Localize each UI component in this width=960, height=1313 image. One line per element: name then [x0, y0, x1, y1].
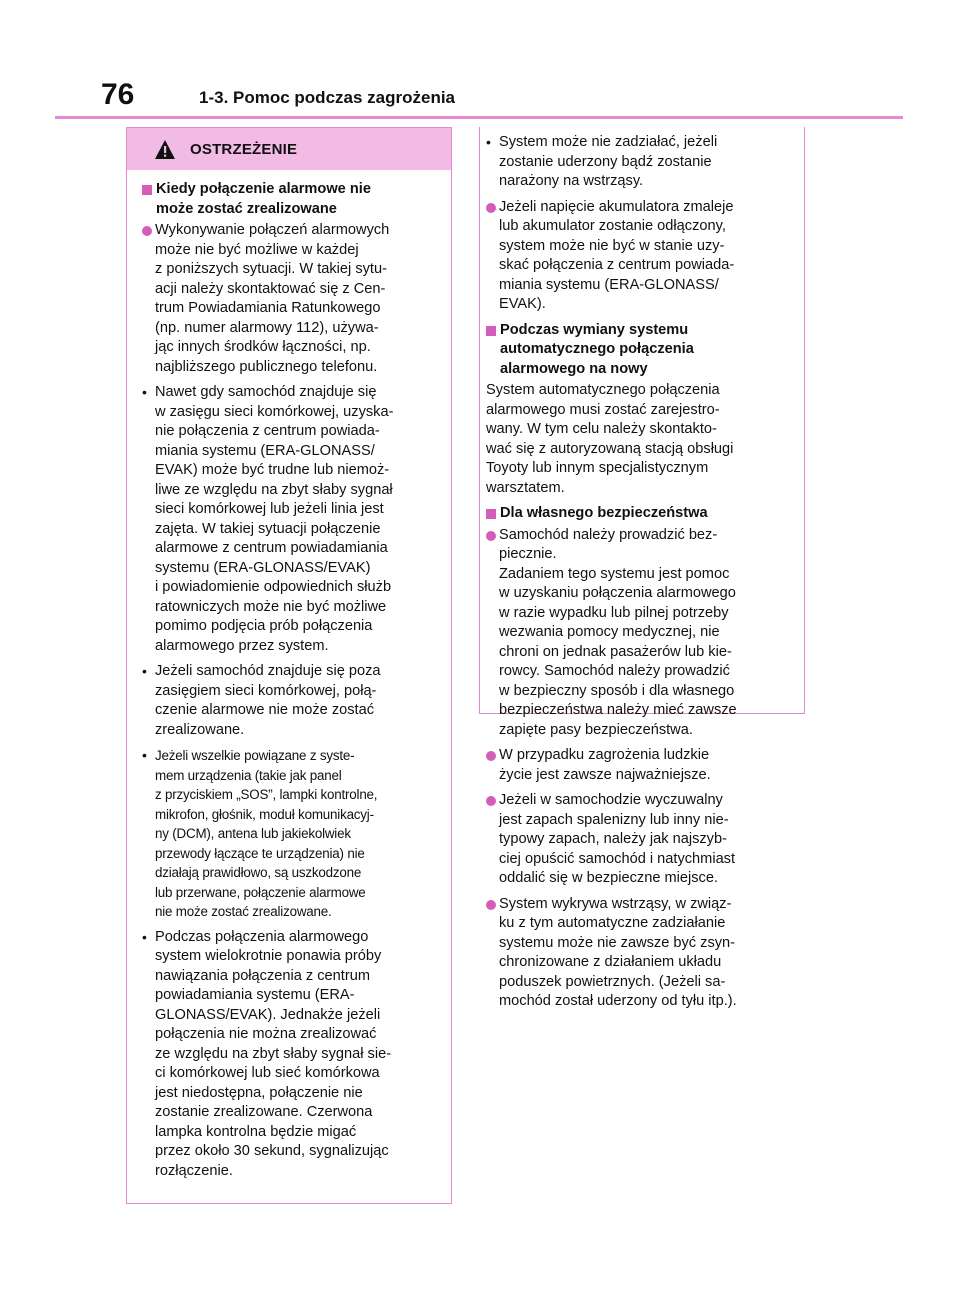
- circle-bullet-icon: [486, 203, 496, 213]
- bullet-item: • Nawet gdy samochód znajduje się w zasięgu sieci komórkowej, uzyska- nie połączenia z centrum powiada- miania systemu (ERA-GLONASS/ EVAK) może być trudne lub niemoż- liwe ze względu na zbyt słaby sygnał sieci komórkowej lub jeżeli linia jest zajęta. W takiej sytuacji połączenie alarmowe z centrum powiadamiania systemu (ERA-GLONASS/EVAK) i powiadomienie odpowiednich służb ratowniczych może nie być możliwe pomimo podjęcia prób połączenia alarmowego przez system.: [142, 384, 394, 654]
- warning-header: [127, 128, 451, 170]
- warning-triangle-icon: [154, 139, 176, 160]
- warning-title: OSTRZEŻENIE: [190, 140, 298, 158]
- bullet-item: • Jeżeli samochód znajduje się poza zasięgiem sieci komórkowej, połą- czenie alarmowe nie może zostać zrealizowane.: [142, 663, 381, 738]
- circle-bullet-icon: [142, 226, 152, 236]
- circle-bullet-icon: [486, 900, 496, 910]
- continuation-box: [479, 127, 805, 1009]
- replacement-text: System automatycznego połączenia alarmowego musi zostać zarejestro- wany. W tym celu należy skontakto- wać się z autoryzowaną stacją obsługi Toyoty lub innym specjalistycznym warsztatem.: [486, 382, 734, 496]
- circle-item: Wykonywanie połączeń alarmowych może nie być możliwe w każdej z poniższych sytuacji. W takiej sytu- acji należy skontaktować się z Cen- trum Powiadamiania Ratunkowego (np. numer alarmowy 112), używa- jąc innych środków łączności, np. najbliższego publicznego telefonu.: [142, 221, 441, 377]
- circle-bullet-icon: [486, 796, 496, 806]
- circle-item: Samochód należy prowadzić bez- piecznie. Zadaniem tego systemu jest pomoc w uzyskaniu połączenia alarmowego w razie wypadku lub pilnej potrzeby wezwania pomocy medycznej, nie chroni on jednak pasażerów lub kie- rowcy. Samochód należy prowadzić w bezpieczny sposób i dla własnego bezpieczeństwa należy mieć zawsze zapięte pasy bezpieczeństwa.: [486, 526, 798, 741]
- section-title: 1-3. Pomoc podczas zagrożenia: [199, 88, 456, 107]
- replacement-heading: Podczas wymiany systemu automatycznego połączenia alarmowego na nowy: [486, 321, 798, 380]
- square-bullet-icon: [486, 326, 496, 336]
- circle-item: Jeżeli napięcie akumulatora zmaleje lub akumulator zostanie odłączony, system może nie być w stanie uzy- skać połączenia z centrum powiada- miania systemu (ERA-GLONASS/ EVAK).: [486, 198, 798, 315]
- circle-bullet-icon: [486, 751, 496, 761]
- bullet-item: • System może nie zadziałać, jeżeli zostanie uderzony bądź zostanie narażony na wstrząsy.: [486, 134, 718, 189]
- warning-body: [127, 170, 451, 1195]
- circle-item: Jeżeli w samochodzie wyczuwalny jest zapach spalenizny lub inny nie- typowy zapach, należy jak najszyb- ciej opuścić samochód i natychmiast oddalić się w bezpieczne miejsce.: [486, 791, 798, 889]
- bullet-item: • Podczas połączenia alarmowego system wielokrotnie ponawia próby nawiązania połączenia z centrum powiadamiania systemu (ERA- GLONASS/EVAK). Jednakże jeżeli połączenia nie można zrealizować ze względu na zbyt słaby sygnał sie- ci komórkowej lub sieć komórkowa jest niedostępna, połączenie nie zostanie zrealizowane. Czerwona lampka kontrolna będzie migać przez około 30 sekund, sygnalizując rozłączenie.: [142, 928, 392, 1179]
- page-number: 76: [101, 78, 135, 111]
- circle-item: W przypadku zagrożenia ludzkie życie jest zawsze najważniejsze.: [486, 746, 798, 785]
- square-bullet-icon: [486, 509, 496, 519]
- warning-box: [126, 127, 452, 1204]
- warning-heading: Kiedy połączenie alarmowe nie może zostać zrealizowane: [142, 180, 441, 219]
- circle-item: System wykrywa wstrząsy, w związ- ku z tym automatyczne zadziałanie systemu może nie zawsze być zsyn- chronizowane z działaniem układu poduszek powietrznych. (Jeżeli sa- mochód został uderzony od tyłu itp.).: [486, 895, 798, 1012]
- bullet-item: • Jeżeli wszelkie powiązane z syste- mem urządzenia (takie jak panel z przyciskiem „SOS”, lampki kontrolne, mikrofon, głośnik, moduł komunikacyj- ny (DCM), antena lub jakiekolwiek przewody łączące te urządzenia) nie działają prawidłowo, są uszkodzone lub przerwane, połączenie alarmowe nie może zostać zrealizowane.: [142, 747, 378, 919]
- square-bullet-icon: [142, 185, 152, 195]
- safety-heading: Dla własnego bezpieczeństwa: [486, 504, 798, 524]
- continuation-body: [480, 127, 804, 1026]
- circle-bullet-icon: [486, 531, 496, 541]
- header-rule: [55, 116, 903, 119]
